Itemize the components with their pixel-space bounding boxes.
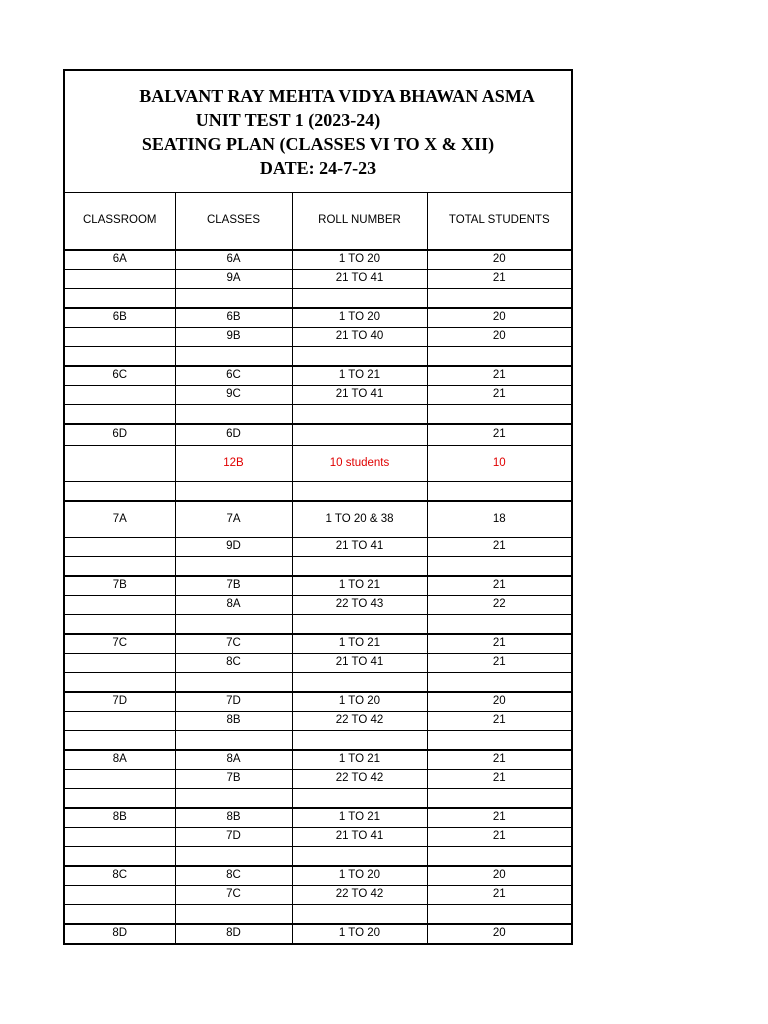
total-students-cell: 21 — [427, 750, 572, 770]
classroom-cell: 8D — [64, 924, 175, 944]
roll-number-cell: 1 TO 20 — [292, 692, 427, 712]
classroom-cell — [64, 847, 175, 867]
class-cell: 9D — [175, 538, 292, 557]
total-students-cell: 20 — [427, 692, 572, 712]
roll-number-cell — [292, 289, 427, 309]
total-students-cell — [427, 905, 572, 925]
class-cell: 7C — [175, 634, 292, 654]
exam-name: UNIT TEST 1 (2023-24) — [195, 109, 381, 130]
table-row — [64, 538, 572, 557]
title-row — [64, 70, 572, 193]
roll-number-cell — [292, 847, 427, 867]
class-cell: 9B — [175, 328, 292, 347]
class-cell: 7C — [175, 886, 292, 905]
classroom-cell — [64, 789, 175, 809]
class-cell — [175, 615, 292, 635]
classroom-cell — [64, 654, 175, 673]
roll-number-cell — [292, 482, 427, 502]
seating-plan-body — [64, 70, 572, 944]
class-cell: 8A — [175, 750, 292, 770]
classroom-cell — [64, 615, 175, 635]
table-row — [64, 828, 572, 847]
total-students-cell: 21 — [427, 886, 572, 905]
roll-number-cell: 1 TO 21 — [292, 576, 427, 596]
roll-number-cell: 21 TO 40 — [292, 328, 427, 347]
total-students-cell: 21 — [427, 634, 572, 654]
roll-number-cell: 1 TO 21 — [292, 366, 427, 386]
classroom-cell — [64, 770, 175, 789]
class-cell: 8B — [175, 712, 292, 731]
total-students-cell: 21 — [427, 538, 572, 557]
total-students-cell: 21 — [427, 270, 572, 289]
spacer-row — [64, 905, 572, 925]
table-row — [64, 424, 572, 446]
table-row — [64, 770, 572, 789]
roll-number-cell: 1 TO 21 — [292, 634, 427, 654]
total-students-cell: 20 — [427, 250, 572, 270]
classroom-cell — [64, 886, 175, 905]
class-cell: 8D — [175, 924, 292, 944]
class-cell — [175, 673, 292, 693]
spacer-row — [64, 557, 572, 577]
classroom-cell: 6A — [64, 250, 175, 270]
table-row — [64, 308, 572, 328]
total-students-cell: 21 — [427, 366, 572, 386]
total-students-cell — [427, 347, 572, 367]
roll-number-cell — [292, 731, 427, 751]
class-cell — [175, 405, 292, 425]
classroom-cell: 8A — [64, 750, 175, 770]
roll-number-cell: 22 TO 43 — [292, 596, 427, 615]
classroom-cell — [64, 596, 175, 615]
table-row — [64, 692, 572, 712]
class-cell — [175, 847, 292, 867]
roll-number-cell — [292, 347, 427, 367]
total-students-cell: 18 — [427, 501, 572, 538]
classroom-cell — [64, 731, 175, 751]
roll-number-cell: 22 TO 42 — [292, 886, 427, 905]
roll-number-cell: 1 TO 21 — [292, 808, 427, 828]
roll-number-cell: 10 students — [292, 446, 427, 482]
total-students-cell — [427, 482, 572, 502]
total-students-cell: 21 — [427, 828, 572, 847]
class-cell: 6B — [175, 308, 292, 328]
roll-number-cell: 1 TO 20 — [292, 308, 427, 328]
classroom-cell — [64, 712, 175, 731]
class-cell: 6A — [175, 250, 292, 270]
spacer-row — [64, 482, 572, 502]
table-row — [64, 866, 572, 886]
header-row — [64, 193, 572, 251]
class-cell: 9A — [175, 270, 292, 289]
roll-number-cell — [292, 615, 427, 635]
roll-number-cell — [292, 557, 427, 577]
table-row — [64, 654, 572, 673]
class-cell: 8B — [175, 808, 292, 828]
class-cell: 7D — [175, 828, 292, 847]
classroom-cell — [64, 328, 175, 347]
table-row — [64, 576, 572, 596]
total-students-cell: 21 — [427, 654, 572, 673]
total-students-cell: 22 — [427, 596, 572, 615]
class-cell: 7D — [175, 692, 292, 712]
roll-number-cell — [292, 673, 427, 693]
classroom-cell: 6C — [64, 366, 175, 386]
spacer-row — [64, 347, 572, 367]
roll-number-cell: 22 TO 42 — [292, 712, 427, 731]
total-students-cell — [427, 289, 572, 309]
classroom-cell: 7C — [64, 634, 175, 654]
total-students-cell — [427, 731, 572, 751]
class-cell — [175, 789, 292, 809]
class-cell: 6C — [175, 366, 292, 386]
classroom-cell: 7A — [64, 501, 175, 538]
class-cell: 7B — [175, 576, 292, 596]
total-students-cell: 20 — [427, 308, 572, 328]
spacer-row — [64, 731, 572, 751]
table-row — [64, 886, 572, 905]
roll-number-cell — [292, 905, 427, 925]
total-students-cell — [427, 405, 572, 425]
class-cell: 12B — [175, 446, 292, 482]
roll-number-cell: 1 TO 21 — [292, 750, 427, 770]
classroom-cell: 6B — [64, 308, 175, 328]
table-row — [64, 634, 572, 654]
table-row — [64, 712, 572, 731]
total-students-cell — [427, 789, 572, 809]
roll-number-cell: 22 TO 42 — [292, 770, 427, 789]
classroom-cell — [64, 446, 175, 482]
header-classes: CLASSES — [175, 193, 292, 251]
table-row — [64, 501, 572, 538]
roll-number-cell: 1 TO 20 — [292, 924, 427, 944]
classroom-cell — [64, 905, 175, 925]
roll-number-cell: 21 TO 41 — [292, 654, 427, 673]
table-row — [64, 270, 572, 289]
plan-title: SEATING PLAN (CLASSES VI TO X & XII) — [141, 133, 495, 154]
exam-date: DATE: 24-7-23 — [259, 157, 377, 178]
class-cell — [175, 557, 292, 577]
roll-number-cell: 21 TO 41 — [292, 270, 427, 289]
table-row — [64, 924, 572, 944]
header-total-students: TOTAL STUDENTS — [427, 193, 572, 251]
roll-number-cell — [292, 424, 427, 446]
class-cell: 7B — [175, 770, 292, 789]
total-students-cell: 20 — [427, 866, 572, 886]
spacer-row — [64, 673, 572, 693]
seating-plan-table — [63, 69, 573, 945]
roll-number-cell: 1 TO 20 & 38 — [292, 501, 427, 538]
total-students-cell — [427, 673, 572, 693]
class-cell — [175, 482, 292, 502]
table-row — [64, 750, 572, 770]
header-roll-number: ROLL NUMBER — [292, 193, 427, 251]
roll-number-cell — [292, 405, 427, 425]
spacer-row — [64, 289, 572, 309]
total-students-cell: 21 — [427, 770, 572, 789]
classroom-cell — [64, 386, 175, 405]
total-students-cell — [427, 557, 572, 577]
classroom-cell: 6D — [64, 424, 175, 446]
total-students-cell: 21 — [427, 386, 572, 405]
total-students-cell: 20 — [427, 924, 572, 944]
class-cell — [175, 731, 292, 751]
classroom-cell — [64, 347, 175, 367]
school-name: BALVANT RAY MEHTA VIDYA BHAWAN ASMA — [139, 85, 535, 106]
table-row — [64, 446, 572, 482]
class-cell: 7A — [175, 501, 292, 538]
class-cell — [175, 905, 292, 925]
total-students-cell — [427, 615, 572, 635]
total-students-cell: 21 — [427, 424, 572, 446]
class-cell: 8C — [175, 654, 292, 673]
classroom-cell: 8B — [64, 808, 175, 828]
table-row — [64, 596, 572, 615]
classroom-cell — [64, 673, 175, 693]
total-students-cell — [427, 847, 572, 867]
total-students-cell: 21 — [427, 808, 572, 828]
table-row — [64, 250, 572, 270]
classroom-cell — [64, 828, 175, 847]
total-students-cell: 20 — [427, 328, 572, 347]
classroom-cell: 7B — [64, 576, 175, 596]
total-students-cell: 21 — [427, 576, 572, 596]
total-students-cell: 10 — [427, 446, 572, 482]
spacer-row — [64, 615, 572, 635]
table-row — [64, 386, 572, 405]
table-row — [64, 366, 572, 386]
classroom-cell — [64, 405, 175, 425]
class-cell: 8C — [175, 866, 292, 886]
title-block — [64, 70, 572, 193]
class-cell — [175, 289, 292, 309]
total-students-cell: 21 — [427, 712, 572, 731]
classroom-cell — [64, 270, 175, 289]
table-row — [64, 328, 572, 347]
roll-number-cell: 1 TO 20 — [292, 866, 427, 886]
spacer-row — [64, 847, 572, 867]
classroom-cell — [64, 557, 175, 577]
roll-number-cell — [292, 789, 427, 809]
roll-number-cell: 21 TO 41 — [292, 538, 427, 557]
class-cell: 9C — [175, 386, 292, 405]
header-classroom: CLASSROOM — [64, 193, 175, 251]
table-row — [64, 808, 572, 828]
class-cell: 6D — [175, 424, 292, 446]
roll-number-cell: 21 TO 41 — [292, 386, 427, 405]
roll-number-cell: 21 TO 41 — [292, 828, 427, 847]
spacer-row — [64, 789, 572, 809]
classroom-cell — [64, 482, 175, 502]
classroom-cell — [64, 538, 175, 557]
classroom-cell — [64, 289, 175, 309]
class-cell: 8A — [175, 596, 292, 615]
spacer-row — [64, 405, 572, 425]
classroom-cell: 7D — [64, 692, 175, 712]
class-cell — [175, 347, 292, 367]
classroom-cell: 8C — [64, 866, 175, 886]
roll-number-cell: 1 TO 20 — [292, 250, 427, 270]
